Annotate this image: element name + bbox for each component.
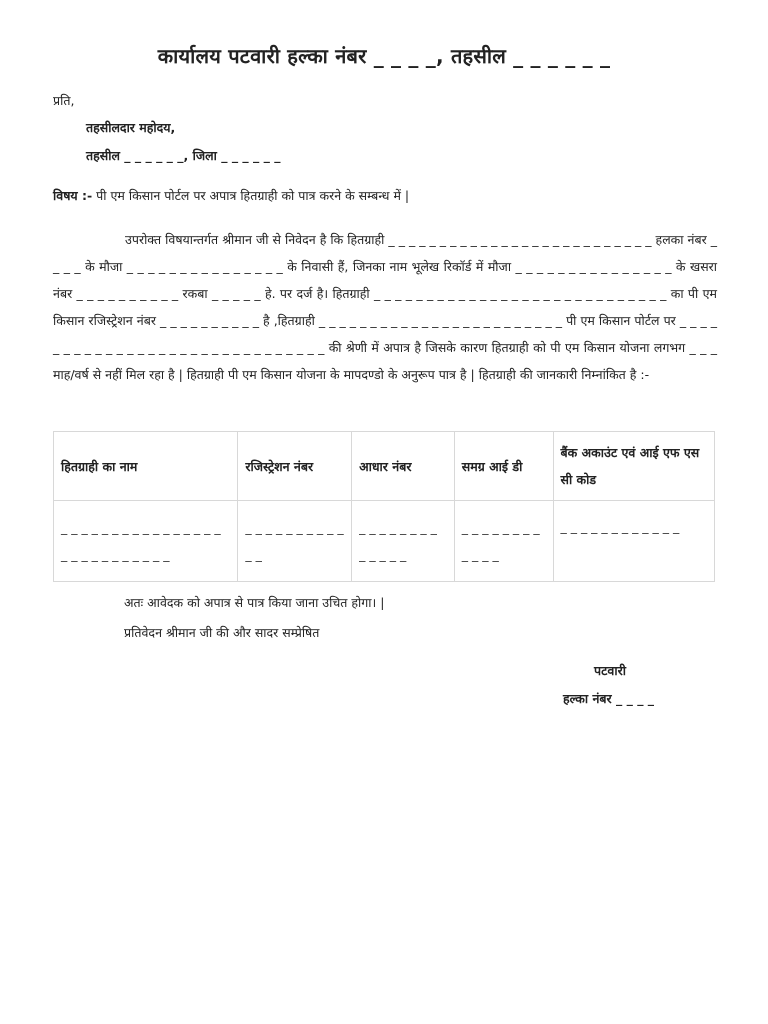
prati-label: प्रति, — [53, 93, 75, 108]
cell-samagra-id: _ _ _ _ _ _ _ _ _ _ _ _ — [454, 501, 553, 582]
beneficiary-table — [53, 431, 715, 582]
header-beneficiary-name: हितग्राही का नाम — [54, 432, 238, 501]
recipient-line: तहसीलदार महोदय, — [86, 120, 176, 135]
body-text: उपरोक्त विषयान्तर्गत श्रीमान जी से निवेदन है कि हितग्राही _ _ _ _ _ _ _ _ _ _ _ _ _ _ _ _ _ _ _ _ _ _ _ _ _ _ हलका नंबर _ _ _ _ के मौजा _ _ _ _ _ _ _ _ _ _ _ _ _ _ _ के निवासी हैं, जिनका नाम भूलेख रिकॉर्ड में मौजा _ _ _ _ _ _ _ _ _ _ _ _ _ _ _ के खसरा नंबर _ _ _ _ _ _ _ _ _ _ रकबा _ _ _ _ _ हे. पर दर्ज है। हितग्राही _ _ _ _ _ _ _ _ _ _ _ _ _ _ _ _ _ _ _ _ _ _ _ _ _ _ _ _ का पी एम किसान रजिस्ट्रेशन नंबर _ _ _ _ _ _ _ _ _ _ है ,हितग्राही _ _ _ _ _ _ _ _ _ _ _ _ _ _ _ _ _ _ _ _ _ _ _ _ पी एम किसान पोर्टल पर _ _ _ _ _ _ _ _ _ _ _ _ _ _ _ _ _ _ _ _ _ _ _ _ _ _ _ _ _ _ की श्रेणी में अपात्र है जिसके कारण हितग्राही को पी एम किसान योजना लगभग _ _ _ माह/वर्ष से नहीं मिल रहा है | हितग्राही पी एम किसान योजना के मापदण्डो के अनुरूप पात्र है | हितग्राही की जानकारी निम्नांकित है :- — [53, 232, 717, 382]
subject-line — [53, 187, 409, 204]
header-aadhaar-number: आधार नंबर — [352, 432, 455, 501]
body-paragraph — [53, 226, 717, 388]
signature-halka: हल्का नंबर _ _ _ _ — [563, 691, 655, 706]
closing-line-2: प्रतिवेदन श्रीमान जी की और सादर सम्प्रेषित — [124, 625, 320, 640]
cell-registration-number: _ _ _ _ _ _ _ _ _ _ _ _ — [238, 501, 352, 582]
cell-bank-account-ifsc: _ _ _ _ _ _ _ _ _ _ _ _ — [553, 501, 715, 582]
header-bank-account-ifsc: बैंक अकाउंट एवं आई एफ एस सी कोड — [553, 432, 715, 501]
cell-beneficiary-name: _ _ _ _ _ _ _ _ _ _ _ _ _ _ _ _ _ _ _ _ _ _ _ _ _ _ _ — [54, 501, 238, 582]
subject-label: विषय :- — [53, 188, 93, 203]
table-header-row — [54, 432, 715, 501]
cell-aadhaar-number: _ _ _ _ _ _ _ _ _ _ _ _ _ — [352, 501, 455, 582]
page-title: कार्यालय पटवारी हल्का नंबर _ _ _ _, तहसील _ _ _ _ _ _ — [157, 44, 611, 68]
subject-text: पी एम किसान पोर्टल पर अपात्र हितग्राही को पात्र करने के सम्बन्ध में | — [92, 188, 410, 203]
table-row — [54, 501, 715, 582]
header-samagra-id: समग्र आई डी — [454, 432, 553, 501]
closing-line-1: अतः आवेदक को अपात्र से पात्र किया जाना उचित होगा। | — [124, 595, 385, 610]
recipient-location: तहसील _ _ _ _ _ _, जिला _ _ _ _ _ _ — [86, 148, 281, 163]
header-registration-number: रजिस्ट्रेशन नंबर — [238, 432, 352, 501]
signature-designation: पटवारी — [594, 663, 626, 678]
